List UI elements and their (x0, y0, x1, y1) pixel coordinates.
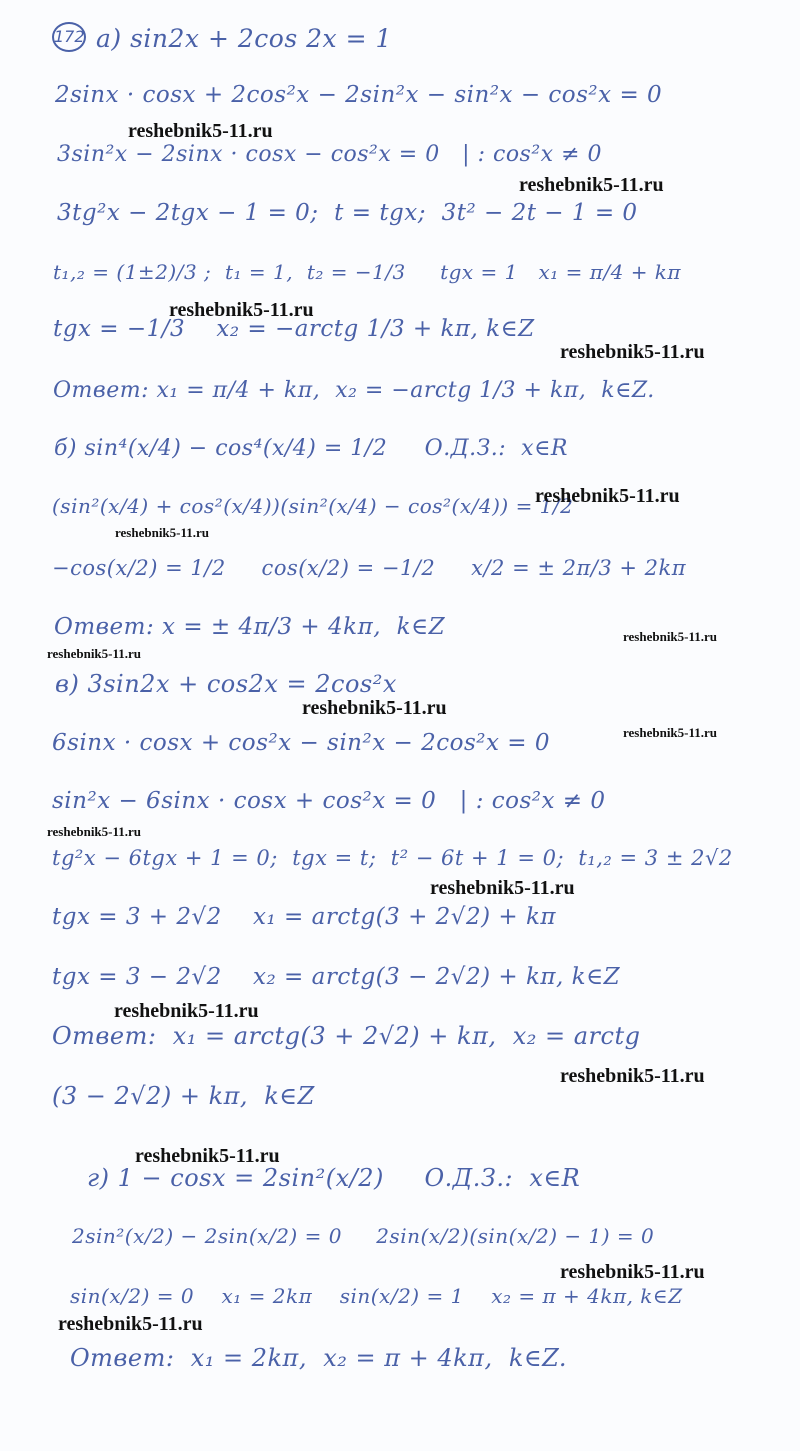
line-d-answer: Ответ: x₁ = 2kπ, x₂ = π + 4kπ, k∈Z. (70, 1344, 568, 1372)
line-a-second-root: tgx = −1/3 x₂ = −arctg 1/3 + kπ, k∈Z (53, 316, 535, 342)
line-d-equation: г) 1 − cosx = 2sin²(x/2) О.Д.З.: x∈R (87, 1164, 581, 1192)
line-a-homogeneous: 3sin²x − 2sinx · cosx − cos²x = 0 | : cos²x ≠ 0 (57, 142, 602, 167)
watermark: reshebnik5-11.ru (535, 485, 680, 507)
watermark: reshebnik5-11.ru (560, 1065, 705, 1087)
watermark: reshebnik5-11.ru (58, 1313, 203, 1335)
watermark: reshebnik5-11.ru (560, 1261, 705, 1283)
line-c-second-root: tgx = 3 − 2√2 x₂ = arctg(3 − 2√2) + kπ, k∈Z (52, 964, 621, 990)
line-b-equation: б) sin⁴(x/4) − cos⁴(x/4) = 1/2 О.Д.З.: x∈R (54, 436, 568, 461)
line-a-answer: Ответ: x₁ = π/4 + kπ, x₂ = −arctg 1/3 + kπ, k∈Z. (53, 378, 655, 403)
watermark: reshebnik5-11.ru (430, 877, 575, 899)
line-d-roots: sin(x/2) = 0 x₁ = 2kπ sin(x/2) = 1 x₂ = π + 4kπ, k∈Z (70, 1284, 683, 1308)
line-a-roots: t₁,₂ = (1±2)/3 ; t₁ = 1, t₂ = −1/3 tgx = 1 x₁ = π/4 + kπ (53, 260, 682, 284)
watermark: reshebnik5-11.ru (623, 725, 718, 740)
watermark: reshebnik5-11.ru (114, 1000, 259, 1022)
line-c-expanded: 6sinx · cosx + cos²x − sin²x − 2cos²x = 0 (52, 730, 550, 756)
line-a-expanded: 2sinx · cosx + 2cos²x − 2sin²x − sin²x − cos²x = 0 (55, 82, 663, 108)
line-c-homogeneous: sin²x − 6sinx · cosx + cos²x = 0 | : cos²x ≠ 0 (52, 788, 606, 814)
watermark: reshebnik5-11.ru (560, 341, 705, 363)
line-a-quadratic: 3tg²x − 2tgx − 1 = 0; t = tgx; 3t² − 2t − 1 = 0 (57, 200, 638, 226)
line-c-answer-continued: (3 − 2√2) + kπ, k∈Z (52, 1082, 315, 1110)
watermark: reshebnik5-11.ru (47, 646, 142, 661)
watermark: reshebnik5-11.ru (115, 525, 210, 540)
watermark: reshebnik5-11.ru (135, 1145, 280, 1167)
watermark: reshebnik5-11.ru (519, 174, 664, 196)
watermark: reshebnik5-11.ru (623, 629, 718, 644)
watermark: reshebnik5-11.ru (128, 120, 273, 142)
watermark: reshebnik5-11.ru (302, 697, 447, 719)
line-c-quadratic: tg²x − 6tgx + 1 = 0; tgx = t; t² − 6t + 1 = 0; t₁,₂ = 3 ± 2√2 (52, 846, 733, 870)
watermark: reshebnik5-11.ru (169, 299, 314, 321)
watermark: reshebnik5-11.ru (47, 824, 142, 839)
line-d-factoring: 2sin²(x/2) − 2sin(x/2) = 0 2sin(x/2)(sin(x/2) − 1) = 0 (72, 1224, 655, 1248)
line-b-solution: −cos(x/2) = 1/2 cos(x/2) = −1/2 x/2 = ± 2π/3 + 2kπ (52, 556, 687, 580)
task-number-badge: 172 (52, 22, 86, 52)
line-c-equation: в) 3sin2x + cos2x = 2cos²x (55, 670, 397, 698)
line-b-answer: Ответ: x = ± 4π/3 + 4kπ, k∈Z (54, 614, 446, 640)
line-c-answer: Ответ: x₁ = arctg(3 + 2√2) + kπ, x₂ = arctg (52, 1022, 641, 1050)
line-c-first-root: tgx = 3 + 2√2 x₁ = arctg(3 + 2√2) + kπ (52, 904, 557, 930)
line-b-factored: (sin²(x/4) + cos²(x/4))(sin²(x/4) − cos²(x/4)) = 1/2 (52, 494, 574, 518)
line-a-equation: а) sin2x + 2cos 2x = 1 (96, 24, 392, 53)
